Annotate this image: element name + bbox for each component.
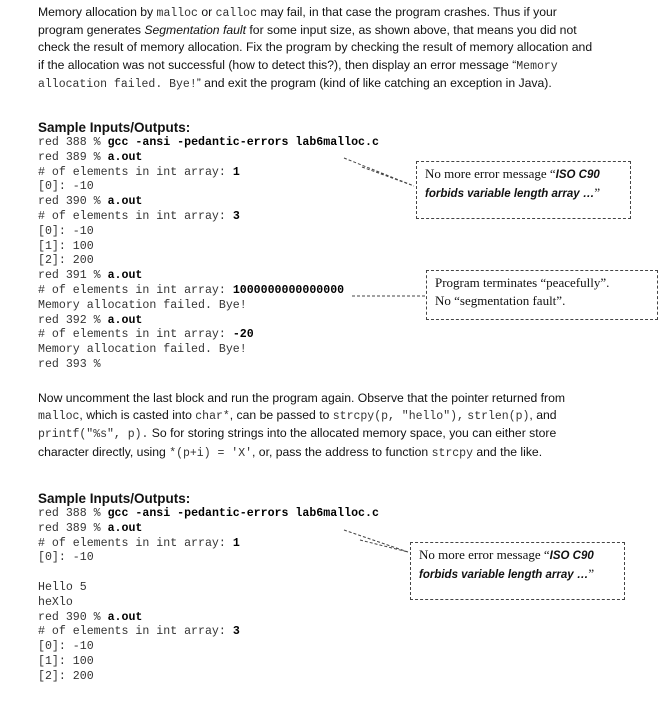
code-text: Hello 5 — [38, 580, 87, 594]
code-text: heXlo — [38, 595, 73, 609]
italic-term: Segmentation fault — [144, 23, 247, 38]
code-text: [1]: 100 — [38, 239, 94, 253]
text: for some input size, as shown above, that means you did not check the result of memory allocation. Fix the program by checking the result of memory allocation and if the allocation was not successful (how to detect this?), then display an error message “ — [38, 23, 593, 72]
text: ” and exit the program (kind of like catching an exception in Java). — [196, 75, 552, 90]
code-text: red 389 % — [38, 150, 108, 164]
code-text: red 392 % — [38, 313, 108, 327]
code-text: red 388 % — [38, 507, 108, 520]
text: Memory allocation by — [38, 5, 157, 19]
code-text: # of elements in int array: — [38, 536, 233, 550]
text: ” — [588, 566, 595, 581]
code-text: # of elements in int array: — [38, 283, 233, 297]
code-text: red 390 % — [38, 195, 108, 209]
italic-text: ISO C90 forbids variable length array … — [425, 169, 600, 200]
text: So for storing strings into the allocated memory space, you can either store character directly, using — [38, 426, 557, 459]
code-text: # of elements in int array: — [38, 328, 233, 342]
code-text: # of elements in int array: — [38, 625, 233, 639]
code-error-message: Memory allocation failed. Bye! — [38, 59, 558, 91]
code-command: 3 — [232, 209, 240, 223]
text: No more error message “ — [419, 547, 550, 562]
code-text: [2]: 200 — [38, 669, 94, 683]
code-malloc: malloc — [156, 7, 198, 20]
code-text: Memory allocation failed. Bye! — [38, 298, 247, 312]
text: No more error message “ — [425, 166, 556, 181]
text: , can be passed to — [229, 408, 333, 423]
code-char-pointer: char* — [195, 410, 230, 424]
text: and the like. — [472, 444, 543, 459]
code-command: 1 — [232, 536, 240, 550]
italic-text: ISO C90 forbids variable length array … — [419, 550, 594, 581]
code-text: [2]: 200 — [38, 254, 94, 268]
code-command: 3 — [232, 625, 240, 639]
code-command: a.out — [107, 195, 143, 209]
text: , and — [529, 408, 557, 423]
text: , or, pass the address to function — [252, 444, 432, 459]
code-command: a.out — [107, 269, 143, 283]
code-strcpy: strcpy — [431, 446, 473, 460]
text: Now uncomment the last block and run the program again. Observe that the pointer returned from — [38, 391, 566, 405]
code-command: 1 — [232, 165, 240, 179]
code-text: Memory allocation failed. Bye! — [38, 343, 247, 357]
code-pointer-assign: *(p+i) = 'X' — [169, 446, 253, 460]
code-text: # of elements in int array: — [38, 165, 233, 179]
code-command: gcc -ansi -pedantic-errors lab6malloc.c — [107, 136, 379, 149]
text: , which is casted into — [79, 408, 196, 423]
code-text: [0]: -10 — [38, 180, 94, 194]
section1-heading: Sample Inputs/Outputs: — [38, 120, 191, 135]
code-command: a.out — [107, 521, 143, 535]
code-text: red 390 % — [38, 610, 108, 624]
code-text: [0]: -10 — [38, 551, 94, 565]
leader-line — [344, 530, 408, 552]
code-command: 1000000000000000 — [232, 283, 345, 297]
leader-line — [344, 158, 414, 186]
code-text: red 391 % — [38, 269, 108, 283]
text: may fail, in that case the program crashes. Thus if your program generates — [38, 5, 557, 38]
code-malloc: malloc — [38, 410, 80, 424]
callout-line: Program terminates “peacefully”. — [435, 275, 610, 290]
code-text: red 389 % — [38, 521, 108, 535]
code-command: a.out — [107, 313, 143, 327]
callout-line: No “segmentation fault”. — [435, 293, 566, 308]
code-text: red 388 % — [38, 136, 108, 149]
code-text: [1]: 100 — [38, 654, 94, 668]
code-calloc: calloc — [215, 7, 257, 20]
code-text: red 393 % — [38, 357, 101, 371]
text: or — [197, 5, 216, 19]
code-strcpy: strcpy(p, "hello"), — [332, 410, 464, 424]
code-command: a.out — [107, 150, 143, 164]
code-command: gcc -ansi -pedantic-errors lab6malloc.c — [107, 507, 379, 520]
code-command: a.out — [107, 610, 143, 624]
code-text: [0]: -10 — [38, 640, 94, 654]
code-text: # of elements in int array: — [38, 209, 233, 223]
code-printf: printf("%s", p). — [38, 428, 149, 442]
code-command: -20 — [232, 328, 254, 342]
code-text: [0]: -10 — [38, 224, 94, 238]
text: ” — [594, 185, 601, 200]
section2-heading: Sample Inputs/Outputs: — [38, 491, 191, 506]
code-strlen: strlen(p) — [467, 410, 530, 424]
